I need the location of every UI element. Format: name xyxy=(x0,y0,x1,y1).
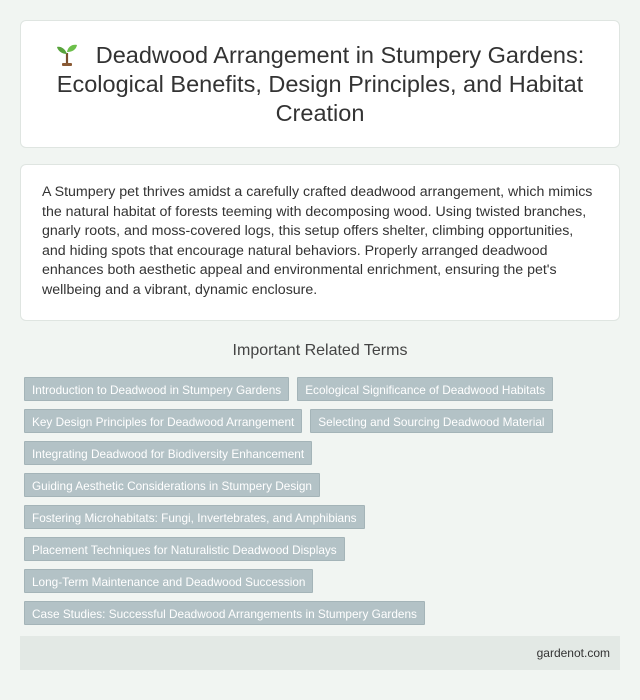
related-terms-heading: Important Related Terms xyxy=(232,342,408,359)
related-terms-list xyxy=(20,373,620,629)
page-title xyxy=(43,41,597,128)
related-term-tag[interactable]: Case Studies: Successful Deadwood Arrangements in Stumpery Gardens xyxy=(24,601,425,625)
related-term-tag[interactable]: Introduction to Deadwood in Stumpery Gardens xyxy=(24,377,289,401)
tag-row xyxy=(20,373,620,405)
related-term-tag[interactable]: Placement Techniques for Naturalistic Deadwood Displays xyxy=(24,537,345,561)
related-term-tag[interactable]: Ecological Significance of Deadwood Habitats xyxy=(297,377,553,401)
tag-row xyxy=(20,405,620,437)
related-term-tag[interactable]: Long-Term Maintenance and Deadwood Succession xyxy=(24,569,313,593)
footer xyxy=(20,636,620,670)
related-term-tag[interactable]: Selecting and Sourcing Deadwood Material xyxy=(310,409,552,433)
tag-row xyxy=(20,533,620,565)
page-title-text: Deadwood Arrangement in Stumpery Gardens: Ecological Benefits, Design Principles, and Habitat Creation xyxy=(56,41,585,126)
title-card xyxy=(20,20,620,148)
related-term-tag[interactable]: Fostering Microhabitats: Fungi, Invertebrates, and Amphibians xyxy=(24,505,365,529)
related-term-tag[interactable]: Guiding Aesthetic Considerations in Stumpery Design xyxy=(24,473,320,497)
tag-row xyxy=(20,437,620,469)
related-term-tag[interactable]: Key Design Principles for Deadwood Arrangement xyxy=(24,409,302,433)
tag-row xyxy=(20,565,620,597)
description-card xyxy=(20,164,620,321)
tag-row xyxy=(20,501,620,533)
description-text: A Stumpery pet thrives amidst a carefully crafted deadwood arrangement, which mimics the natural habitat of forests teeming with decomposing wood. Using twisted branches, gnarly roots, and moss-covered logs, this setup offers shelter, climbing opportunities, and hiding spots that encourage natural behaviors. Properly arranged deadwood enhances both aesthetic appeal and environmental enrichment, ensuring the pet's wellbeing and a vibrant, dynamic enclosure. xyxy=(42,184,593,298)
related-term-tag[interactable]: Integrating Deadwood for Biodiversity Enhancement xyxy=(24,441,312,465)
tag-row xyxy=(20,469,620,501)
seedling-icon xyxy=(56,42,78,66)
site-name[interactable]: gardenot.com xyxy=(536,646,610,660)
tag-row xyxy=(20,597,620,629)
